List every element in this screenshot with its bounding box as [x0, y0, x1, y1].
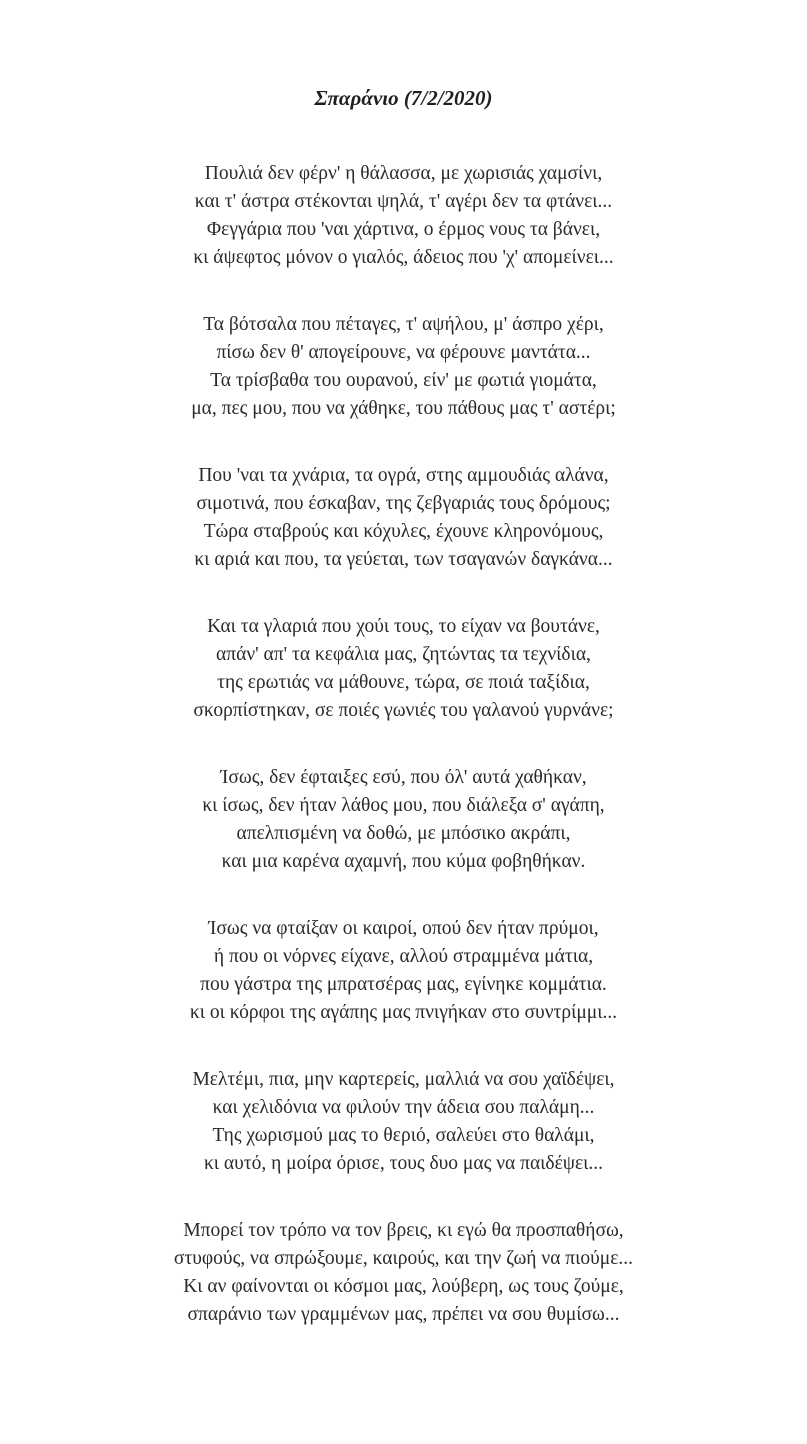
stanza [0, 915, 807, 1027]
poem-title: Σπαράνιο (7/2/2020) [314, 86, 493, 110]
poem-line: σιμοτινά, που έσκαβαν, της ζεβγαριάς τους δρόμους; [196, 493, 611, 514]
poem-line: και τ' άστρα στέκονται ψηλά, τ' αγέρι δεν τα φτάνει... [194, 191, 613, 212]
poem-line: και χελιδόνια να φιλούν την άδεια σου παλάμη... [212, 1097, 595, 1118]
poem-line: Κι αν φαίνονται οι κόσμοι μας, λούβερη, ως τους ζούμε, [183, 1276, 624, 1297]
poem-line: ή που οι νόρνες είχανε, αλλού στραμμένα μάτια, [213, 946, 594, 967]
poem-line: σπαράνιο των γραμμένων μας, πρέπει να σου θυμίσω... [187, 1304, 620, 1325]
poem-line: Πουλιά δεν φέρν' η θάλασσα, με χωρισιάς χαμσίνι, [204, 163, 603, 184]
stanza [0, 764, 807, 876]
poem-body [0, 160, 807, 1368]
poem-line: απελπισμένη να δοθώ, με μπόσικο ακράπι, [236, 823, 571, 844]
poem-line: Φεγγάρια που 'ναι χάρτινα, ο έρμος νους τα βάνει, [206, 219, 601, 240]
poem-line: κι οι κόρφοι της αγάπης μας πνιγήκαν στο συντρίμμι... [189, 1002, 618, 1023]
poem-line: κι άψεφτος μόνον ο γιαλός, άδειος που 'χ' απομείνει... [193, 247, 614, 268]
stanza [0, 311, 807, 423]
poem-line: απάν' απ' τα κεφάλια μας, ζητώντας τα τεχνίδια, [216, 644, 591, 665]
poem-line: κι αριά και που, τα γεύεται, των τσαγανών δαγκάνα... [194, 549, 613, 570]
poem-line: Τώρα σταβρούς και κόχυλες, έχουνε κληρονόμους, [203, 521, 604, 542]
stanza [0, 160, 807, 272]
poem-line: της ερωτιάς να μάθουνε, τώρα, σε ποιά ταξίδια, [217, 672, 590, 693]
poem-line: Τα βότσαλα που πέταγες, τ' αψήλου, μ' άσπρο χέρι, [203, 314, 604, 335]
poem-line: στυφούς, να σπρώξουμε, καιρούς, και την ζωή να πιούμε... [173, 1248, 634, 1269]
poem-line: Ίσως, δεν έφταιξες εσύ, που όλ' αυτά χαθήκαν, [220, 767, 587, 788]
stanza [0, 1217, 807, 1329]
poem-line: σκορπίστηκαν, σε ποιές γωνιές του γαλανού γυρνάνε; [193, 700, 614, 721]
stanza [0, 613, 807, 725]
poem-line: μα, πες μου, που να χάθηκε, του πάθους μας τ' αστέρι; [191, 398, 616, 419]
poem-line: Μπορεί τον τρόπο να τον βρεις, κι εγώ θα προσπαθήσω, [183, 1220, 624, 1241]
stanza [0, 462, 807, 574]
poem-line: που γάστρα της μπρατσέρας μας, εγίνηκε κομμάτια. [200, 974, 607, 995]
poem-line: Τα τρίσβαθα του ουρανού, είν' με φωτιά γιομάτα, [210, 370, 597, 391]
poem-line: Και τα γλαριά που χούι τους, το είχαν να βουτάνε, [207, 616, 600, 637]
poem-line: και μια καρένα αχαμνή, που κύμα φοβηθήκαν. [221, 851, 586, 872]
poem-line: Ίσως να φταίξαν οι καιροί, οπού δεν ήταν πρύμοι, [208, 918, 599, 939]
poem-line: Που 'ναι τα χνάρια, τα ογρά, στης αμμουδιάς αλάνα, [198, 465, 609, 486]
poem-line: Της χωρισμού μας το θεριό, σαλεύει στο θαλάμι, [212, 1125, 595, 1146]
poem-line: Μελτέμι, πια, μην καρτερείς, μαλλιά να σου χαϊδέψει, [192, 1069, 615, 1090]
stanza [0, 1066, 807, 1178]
poem-line: πίσω δεν θ' απογείρουνε, να φέρουνε μαντάτα... [216, 342, 591, 363]
poem-line: κι ίσως, δεν ήταν λάθος μου, που διάλεξα σ' αγάπη, [202, 795, 605, 816]
poem-line: κι αυτό, η μοίρα όρισε, τους δυο μας να παιδέψει... [203, 1153, 604, 1174]
